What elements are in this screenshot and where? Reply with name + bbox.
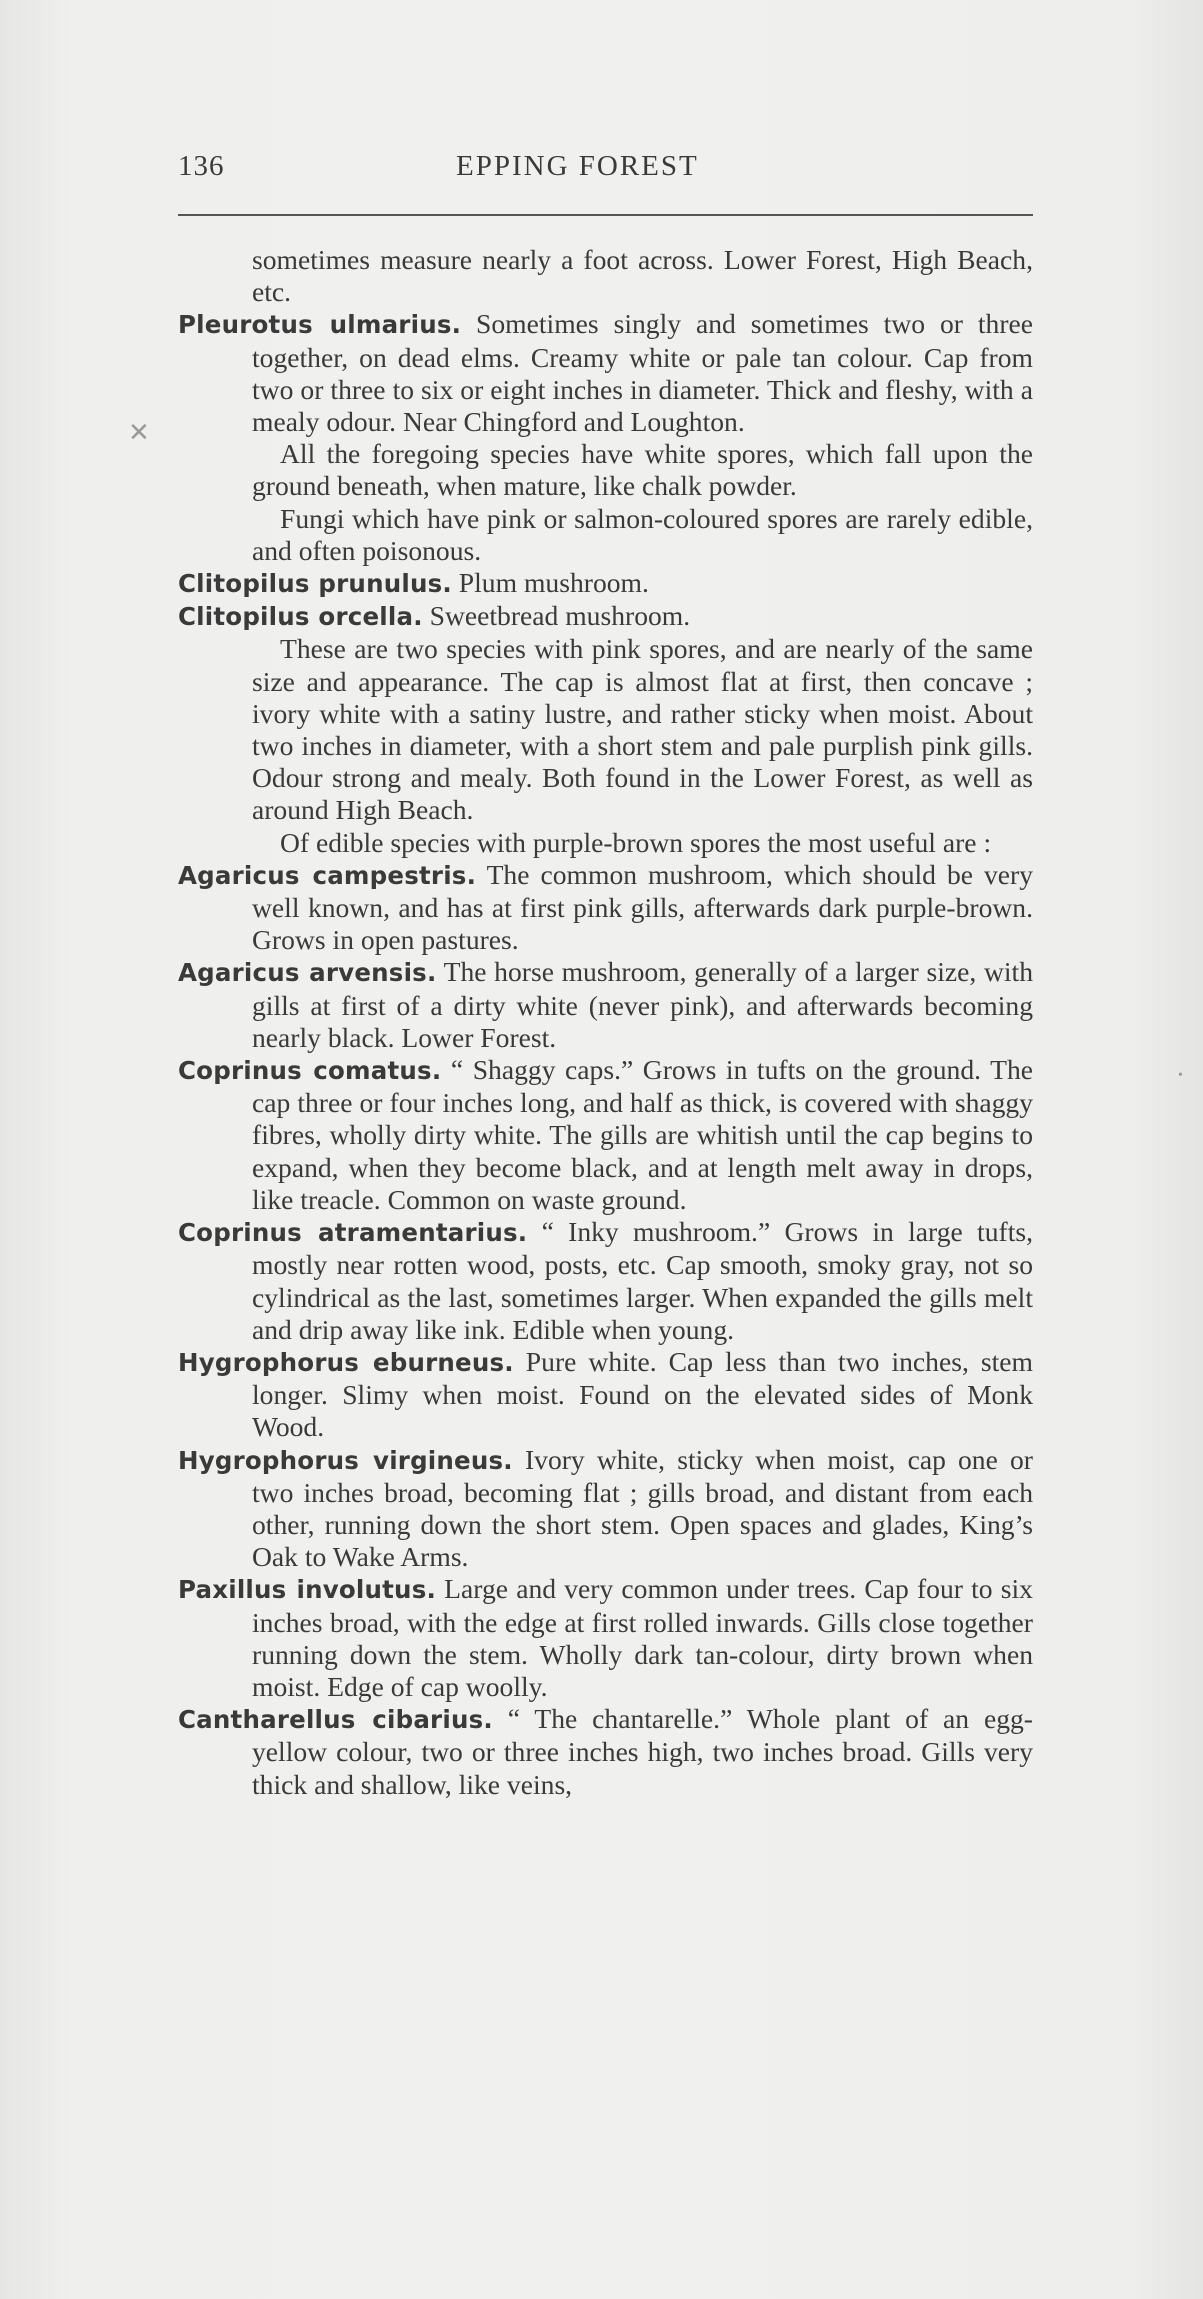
species-entry — [178, 1216, 1033, 1346]
species-description: Plum mushroom. — [451, 567, 649, 599]
paragraph: All the foregoing species have white spores, which fall upon the ground beneath, when mature, like chalk powder. — [252, 438, 1033, 502]
species-entry — [178, 1054, 1033, 1216]
paragraph: Of edible species with purple-brown spores the most useful are : — [280, 826, 992, 858]
paragraph: Fungi which have pink or salmon-coloured spores are rarely edible, and often poisonous. — [252, 502, 1033, 566]
species-entry — [178, 567, 1033, 600]
stray-pencil-mark: ✕ — [128, 418, 150, 447]
species-name: Paxillus involutus. — [178, 1575, 436, 1605]
species-name: Coprinus comatus. — [178, 1056, 442, 1086]
species-entry — [178, 1346, 1033, 1444]
species-description: Large and very common under trees. Cap four to six inches broad, with the edge at first rolled inwards. Gills close together running down the stem. Wholly dark tan-colour, dirty brown when moist. Edge of cap woolly. — [252, 1573, 1033, 1702]
species-name: Hygrophorus eburneus. — [178, 1347, 514, 1377]
species-name: Agaricus campestris. — [178, 860, 477, 890]
species-description: The horse mushroom, generally of a larger size, with gills at first of a dirty white (never pink), and afterwards becoming nearly black. Lower Forest. — [252, 956, 1033, 1053]
stray-pencil-mark: • — [1178, 1068, 1183, 1083]
species-name: Hygrophorus virgineus. — [178, 1445, 513, 1475]
species-description: “ Inky mushroom.” Grows in large tufts, mostly near rotten wood, posts, etc. Cap smooth, smoky gray, not so cylindrical as the last, sometimes larger. When expanded the gills melt and drip away like ink. Edible when young. — [252, 1216, 1033, 1345]
page-header — [178, 150, 1033, 190]
species-description: Pure white. Cap less than two inches, stem longer. Slimy when moist. Found on the elevated sides of Monk Wood. — [252, 1345, 1033, 1443]
species-entry — [178, 308, 1033, 438]
species-entry — [178, 1444, 1033, 1574]
species-description: Sometimes singly and sometimes two or three together, on dead elms. Creamy white or pale tan colour. Cap from two or three to six or eight inches in diameter. Thick and fleshy, with a mealy odour. Near Chingford and Loughton. — [252, 308, 1034, 438]
species-name: Coprinus atramentarius. — [178, 1218, 528, 1248]
running-head: EPPING FOREST — [456, 150, 699, 182]
species-entry — [178, 600, 1033, 633]
species-name: Clitopilus prunulus. — [178, 569, 452, 599]
paragraph-continuation: sometimes measure nearly a foot across. Lower Forest, High Beach, etc. — [252, 244, 1033, 308]
species-description: “ The chantarelle.” Whole plant of an egg-yellow colour, two or three inches high, two inches broad. Gills very thick and shallow, like veins, — [252, 1703, 1033, 1800]
species-name: Pleurotus ulmarius. — [178, 310, 462, 340]
species-description: Ivory white, sticky when moist, cap one or two inches broad, becoming flat ; gills broad, and distant from each other, running down the short stem. Open spaces and glades, King’s Oak to Wake Arms. — [252, 1443, 1033, 1573]
species-description: “ Shaggy caps.” Grows in tufts on the ground. The cap three or four inches long, and half as thick, is covered with shaggy fibres, wholly dirty white. The gills are whitish until the cap begins to expand, when they become black, and at length melt away in drops, like treacle. Common on waste ground. — [252, 1054, 1033, 1215]
species-entry — [178, 1703, 1033, 1801]
species-name: Agaricus arvensis. — [178, 958, 437, 988]
paragraph: These are two species with pink spores, and are nearly of the same size and appearance. The cap is almost flat at first, then concave ; ivory white with a satiny lustre, and rather sticky when moist. About two inches in diameter, with a short stem and pale purplish pink gills. Odour strong and mealy. Both found in the Lower Forest, as well as around High Beach. — [252, 633, 1033, 826]
header-rule — [178, 214, 1033, 216]
species-entry — [178, 1573, 1033, 1703]
species-entry — [178, 859, 1033, 957]
species-description: Sweetbread mushroom. — [422, 600, 691, 632]
species-entry — [178, 956, 1033, 1054]
body-text — [178, 244, 1033, 1801]
species-name: Cantharellus cibarius. — [178, 1705, 493, 1735]
species-name: Clitopilus orcella. — [178, 602, 423, 632]
species-description: The common mushroom, which should be very well known, and has at first pink gills, afterwards dark purple-brown. Grows in open pastures. — [252, 858, 1034, 956]
page-number: 136 — [178, 150, 225, 182]
